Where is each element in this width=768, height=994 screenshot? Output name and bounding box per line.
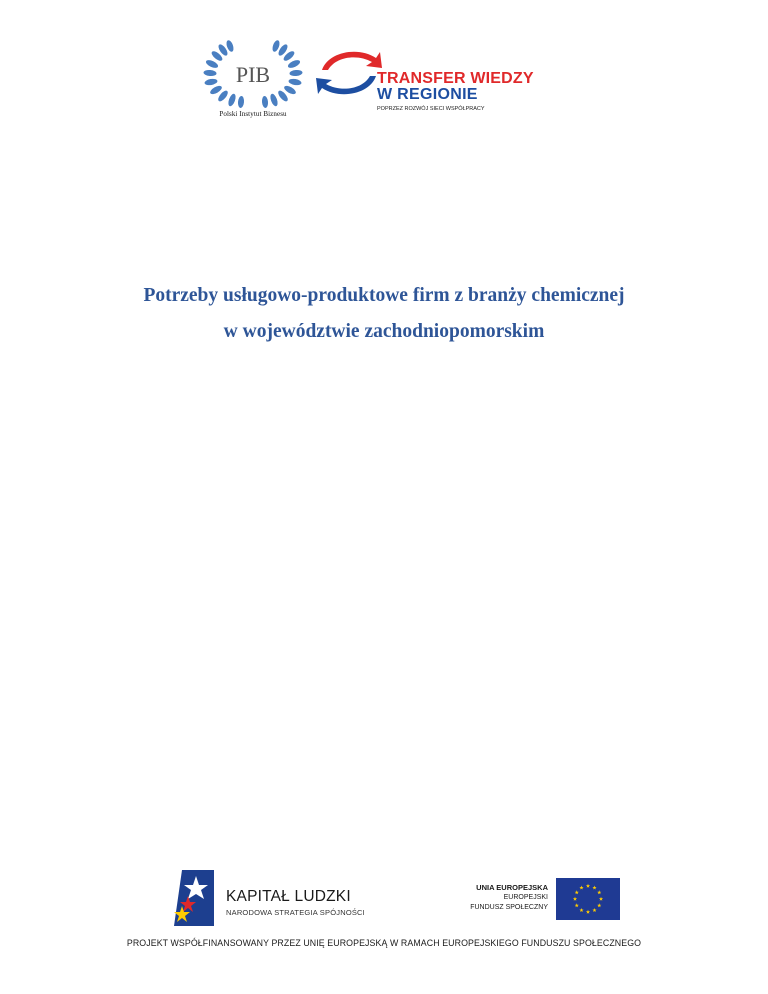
footer-note: PROJEKT WSPÓŁFINANSOWANY PRZEZ UNIĘ EUROPEJSKĄ W RAMACH EUROPEJSKIEGO FUNDUSZU SPOŁECZNEGO (126, 938, 642, 948)
transfer-logo-line1: TRANSFER WIEDZY (377, 70, 534, 87)
pib-logo (196, 38, 310, 122)
pib-initials: PIB (235, 62, 271, 87)
eu-line2: EUROPEJSKI (503, 894, 548, 901)
kapital-ludzki-name: KAPITAŁ LUDZKI (226, 888, 351, 905)
document-title (0, 284, 768, 344)
transfer-logo-line2: W REGIONIE (377, 86, 478, 103)
eu-flag-icon (556, 878, 620, 920)
eu-line3: FUNDUSZ SPOŁECZNY (470, 904, 548, 911)
laurel-wreath-icon (196, 38, 310, 110)
title-line2: w województwie zachodniopomorskim (223, 321, 545, 342)
transfer-logo-line3: POPRZEZ ROZWÓJ SIECI WSPÓŁPRACY (377, 106, 485, 112)
eu-logo (444, 876, 622, 920)
eu-text (444, 882, 548, 913)
eu-line1: UNIA EUROPEJSKA (476, 883, 548, 892)
transfer-wiedzy-logo (314, 44, 564, 122)
kapital-ludzki-logo (170, 866, 400, 930)
kapital-ludzki-star-icon (170, 866, 224, 930)
kapital-ludzki-subtitle: NARODOWA STRATEGIA SPÓJNOŚCI (226, 908, 365, 917)
title-line1: Potrzeby usługowo-produktowe firm z branży chemicznej (143, 285, 625, 306)
transfer-arrows-icon (314, 44, 384, 106)
pib-caption: Polski Instytut Biznesu (219, 110, 287, 118)
